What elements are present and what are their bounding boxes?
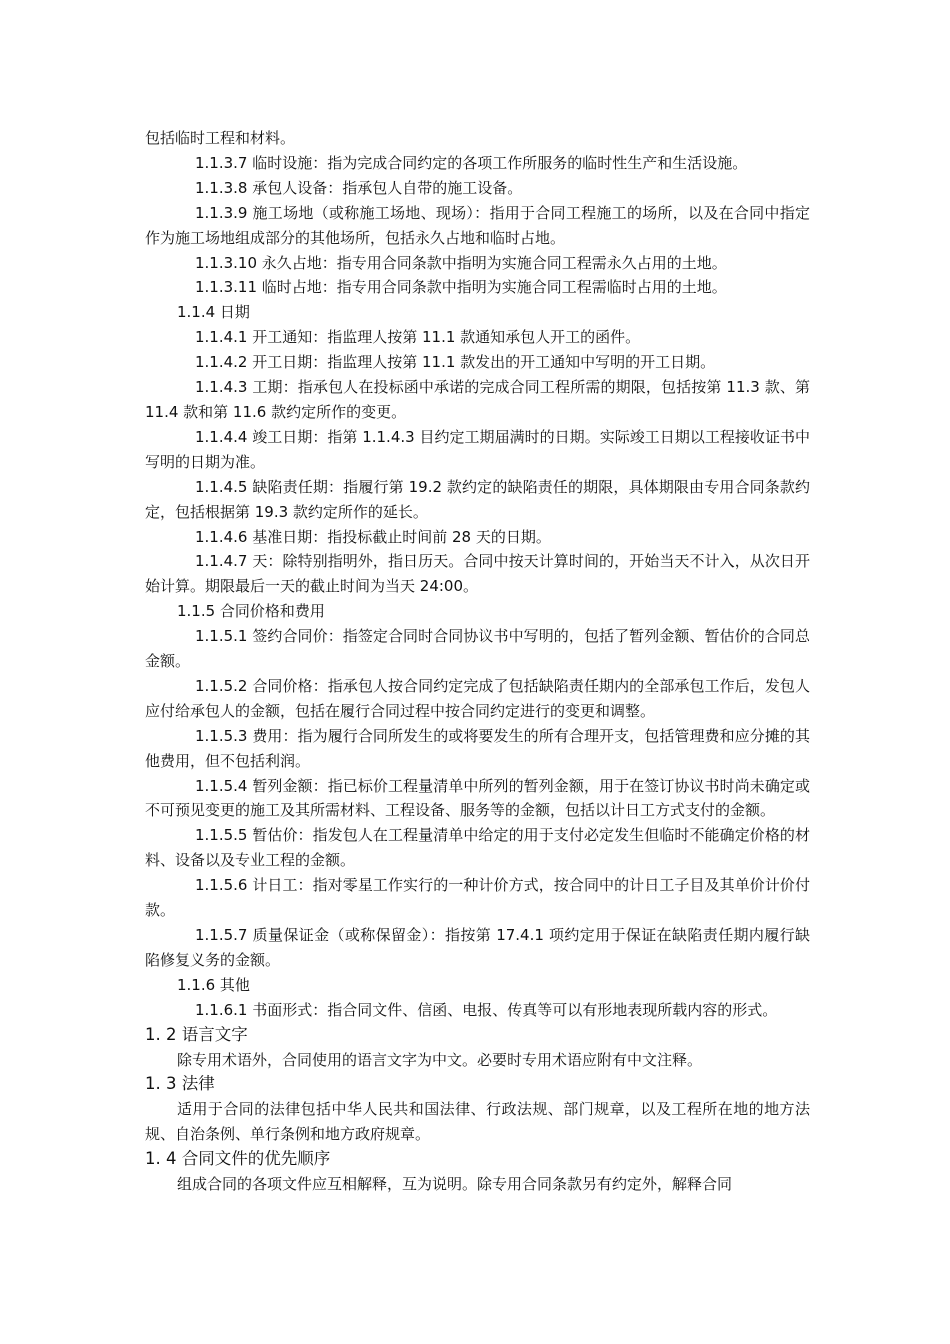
clause-1-1-3-11: 1.1.3.11 临时占地：指专用合同条款中指明为实施合同工程需临时占用的土地。 [195,278,727,297]
clause-1-1-5-4: 1.1.5.4 暂列金额：指已标价工程量清单中所列的暂列金额，用于在签订协议书时尚未确定或不可预见变更的施工及其所需材料、工程设备、服务等的金额，包括以计日工方式支付的金额。 [145,776,810,820]
section-body-1-3: 适用于合同的法律包括中华人民共和国法律、行政法规、部门规章，以及工程所在地的地方法规、自治条例、单行条例和地方政府规章。 [145,1100,810,1144]
clause-1-1-4-7: 1.1.4.7 天：除特别指明外，指日历天。合同中按天计算时间的，开始当天不计入，从次日开始计算。期限最后一天的截止时间为当天 24:00。 [145,552,810,596]
clause-1-1-4-1: 1.1.4.1 开工通知：指监理人按第 11.1 款通知承包人开工的函件。 [195,328,641,347]
clause-1-1-4-6: 1.1.4.6 基准日期：指投标截止时间前 28 天的日期。 [195,527,551,546]
subheading-1-1-6: 1.1.6 其他 [177,975,250,994]
section-heading-1-3: 1. 3 法律 [145,1074,215,1094]
subheading-1-1-5: 1.1.5 合同价格和费用 [177,602,325,621]
section-body-1-2: 除专用术语外，合同使用的语言文字为中文。必要时专用术语应附有中文注释。 [177,1050,703,1069]
clause-1-1-3-10: 1.1.3.10 永久占地：指专用合同条款中指明为实施合同工程需永久占用的土地。 [195,253,727,272]
clause-1-1-3-9: 1.1.3.9 施工场地（或称施工场地、现场）：指用于合同工程施工的场所，以及在合同中指定作为施工场地组成部分的其他场所，包括永久占地和临时占地。 [145,203,810,247]
document-body [145,126,810,1197]
clause-1-1-4-2: 1.1.4.2 开工日期：指监理人按第 11.1 款发出的开工通知中写明的开工日期。 [195,353,716,372]
clause-1-1-5-3: 1.1.5.3 费用：指为履行合同所发生的或将要发生的所有合理开支，包括管理费和应分摊的其他费用，但不包括利润。 [145,726,810,770]
clause-1-1-4-3: 1.1.4.3 工期：指承包人在投标函中承诺的完成合同工程所需的期限，包括按第 11.3 款、第 11.4 款和第 11.6 款约定所作的变更。 [145,378,810,421]
clause-1-1-4-5: 1.1.4.5 缺陷责任期：指履行第 19.2 款约定的缺陷责任的期限，具体期限由专用合同条款约定，包括根据第 19.3 款约定所作的延长。 [145,477,810,521]
clause-1-1-5-1: 1.1.5.1 签约合同价：指签定合同时合同协议书中写明的，包括了暂列金额、暂估价的合同总金额。 [145,627,810,671]
clause-1-1-4-4: 1.1.4.4 竣工日期：指第 1.1.4.3 目约定工期届满时的日期。实际竣工日期以工程接收证书中写明的日期为准。 [145,427,810,471]
clause-1-1-5-5: 1.1.5.5 暂估价：指发包人在工程量清单中给定的用于支付必定发生但临时不能确定价格的材料、设备以及专业工程的金额。 [145,826,810,870]
section-body-1-4: 组成合同的各项文件应互相解释，互为说明。除专用合同条款另有约定外，解释合同 [177,1175,733,1194]
paragraph: 包括临时工程和材料。 [145,129,296,147]
clause-1-1-5-6: 1.1.5.6 计日工：指对零星工作实行的一种计价方式，按合同中的计日工子目及其单价计价付款。 [145,876,810,920]
clause-1-1-6-1: 1.1.6.1 书面形式：指合同文件、信函、电报、传真等可以有形地表现所载内容的形式。 [195,1000,778,1019]
clause-1-1-5-2: 1.1.5.2 合同价格：指承包人按合同约定完成了包括缺陷责任期内的全部承包工作后，发包人应付给承包人的金额，包括在履行合同过程中按合同约定进行的变更和调整。 [145,676,810,720]
subheading-1-1-4: 1.1.4 日期 [177,303,250,322]
section-heading-1-4: 1. 4 合同文件的优先顺序 [145,1149,331,1169]
clause-1-1-5-7: 1.1.5.7 质量保证金（或称保留金）：指按第 17.4.1 项约定用于保证在缺陷责任期内履行缺陷修复义务的金额。 [145,926,810,969]
clause-1-1-3-8: 1.1.3.8 承包人设备：指承包人自带的施工设备。 [195,178,523,197]
section-heading-1-2: 1. 2 语言文字 [145,1024,248,1044]
clause-1-1-3-7: 1.1.3.7 临时设施：指为完成合同约定的各项工作所服务的临时性生产和生活设施。 [195,153,748,172]
